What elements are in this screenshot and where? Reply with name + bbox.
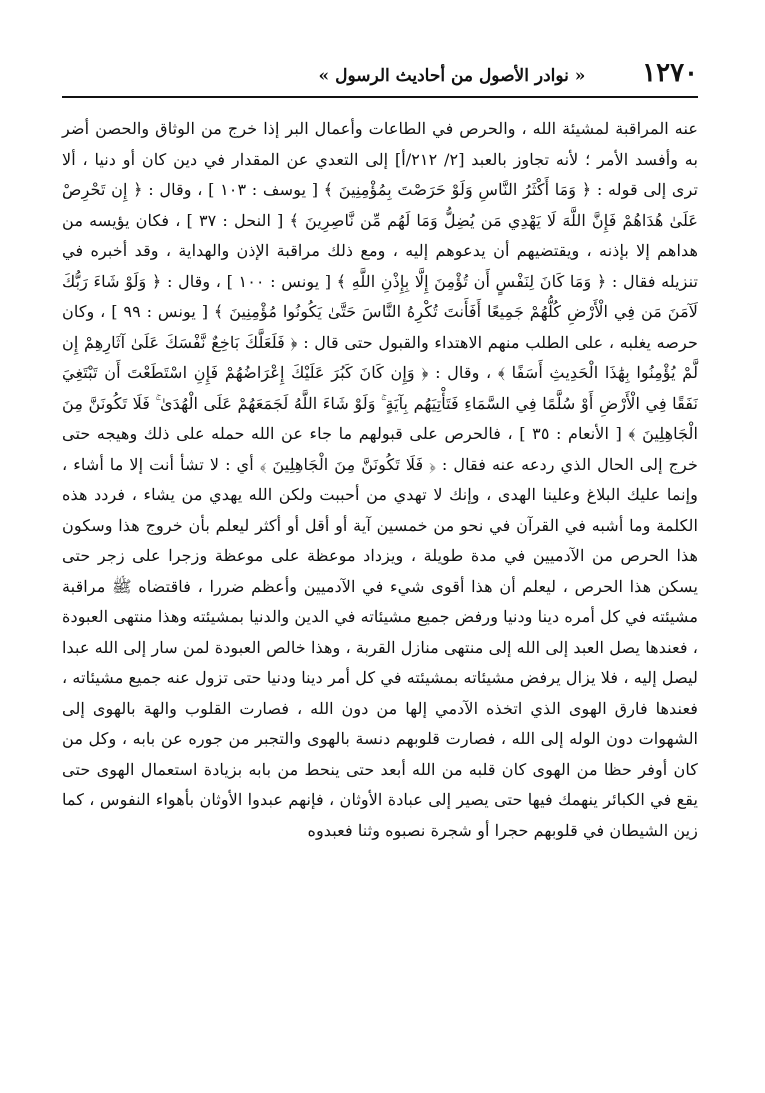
page-header [62, 56, 698, 98]
paragraph: عنه المراقبة لمشيئة الله ، والحرص في الطاعات وأعمال البر إذا خرج من الوثاق والحصن أضر به وأفسد الأمر ؛ لأنه تجاوز بالعبد [٢/ ٢١٢/أ] إلى التعدي عن المقدار في دين كان أو دنيا ، ألا ترى إلى قوله : ﴿ وَمَا أَكْثَرُ النَّاسِ وَلَوْ حَرَصْتَ بِمُؤْمِنِينَ ﴾ [ يوسف : ١٠٣ ] ، وقال : ﴿ إِن تَحْرِصْ عَلَىٰ هُدَاهُمْ فَإِنَّ اللَّهَ لَا يَهْدِي مَن يُضِلُّ وَمَا لَهُم مِّن نَّاصِرِينَ ﴾ [ النحل : ٣٧ ] ، فكان يؤيسه من هداهم إلا بإذنه ، ويقتضيهم أن يدعوهم إليه ، ومع ذلك مراقبة الإذن والهداية ، وقد أخبره في تنزيله فقال : ﴿ وَمَا كَانَ لِنَفْسٍ أَن تُؤْمِنَ إِلَّا بِإِذْنِ اللَّهِ ﴾ [ يونس : ١٠٠ ] ، وقال : ﴿ وَلَوْ شَاءَ رَبُّكَ لَآمَنَ مَن فِي الْأَرْضِ كُلُّهُمْ جَمِيعًا أَفَأَنتَ تُكْرِهُ النَّاسَ حَتَّىٰ يَكُونُوا مُؤْمِنِينَ ﴾ [ يونس : ٩٩ ] ، وكان حرصه يغلبه ، على الطلب منهم الاهتداء والقبول حتى قال : ﴿ فَلَعَلَّكَ بَاخِعٌ نَّفْسَكَ عَلَىٰ آثَارِهِمْ إِن لَّمْ يُؤْمِنُوا بِهَٰذَا الْحَدِيثِ أَسَفًا ﴾ ، وقال : ﴿ وَإِن كَانَ كَبُرَ عَلَيْكَ إِعْرَاضُهُمْ فَإِنِ اسْتَطَعْتَ أَن تَبْتَغِيَ نَفَقًا فِي الْأَرْضِ أَوْ سُلَّمًا فِي السَّمَاءِ فَتَأْتِيَهُم بِآيَةٍ ۚ وَلَوْ شَاءَ اللَّهُ لَجَمَعَهُمْ عَلَى الْهُدَىٰ ۚ فَلَا تَكُونَنَّ مِنَ الْجَاهِلِينَ ﴾ [ الأنعام : ٣٥ ] ، فالحرص على قبولهم ما جاء عن الله حمله على ذلك وهيجه حتى خرج إلى الحال الذي ردعه عنه فقال : ﴿ فَلَا تَكُونَنَّ مِنَ الْجَاهِلِينَ ﴾ أي : لا تشأ أنت إلا ما أشاء ، وإنما عليك البلاغ وعلينا الهدى ، وإنك لا تهدي من أحببت ولكن الله يهدي من يشاء ، فردد هذه الكلمة وما أشبه في القرآن في نحو من خمسين آية أو أقل أو أكثر ليعلم بأن خروج هذا وسكون هذا الحرص من الآدميين في مدة طويلة ، ويزداد موعظة على موعظة وزجرا على زجر حتى يسكن هذا الحرص ، ليعلم أن هذا أقوى شيء في الآدميين وأعظم ضررا ، فاقتضاه ﷺ مراقبة مشيئته في كل أمره دينا ودنيا ورفض جميع مشيئاته في الدين والدنيا بمشيئته وهذا منتهى العبودة ، فعندها يصل العبد إلى الله إلى منتهى منازل القربة ، وهذا خالص العبودة لمن سار إلى الله عبدا ليصل إليه ، فلا يزال يرفض مشيئاته بمشيئته في كل أمر دينا ودنيا حتى تزول عنه جميع مشيئاته ، فعندها فارق الهوى الذي اتخذه الآدمي إلها من دون الله ، فصارت القلوب والهة بالهوى إلى الشهوات دون الوله إلى الله ، فصارت قلوبهم دنسة بالهوى والتجبر من جوره عن بابه ، وكل من كان أوفر حظا من الهوى كان قلبه من الله أبعد حتى ينحط من بابه بزيادة استعمال الهوى حتى يقع في الكبائر ينهمك فيها حتى يصير إلى عبادة الأوثان ، فإنهم عبدوا الأوثان بأهواء النفوس ، كما زين الشيطان في قلوبهم حجرا أو شجرة نصبوه وثنا فعبدوه [62, 119, 699, 840]
page-number: ١٢٧٠ [642, 58, 698, 88]
body-text [62, 114, 698, 846]
running-title: « نوادر الأصول من أحاديث الرسول » [318, 66, 586, 86]
